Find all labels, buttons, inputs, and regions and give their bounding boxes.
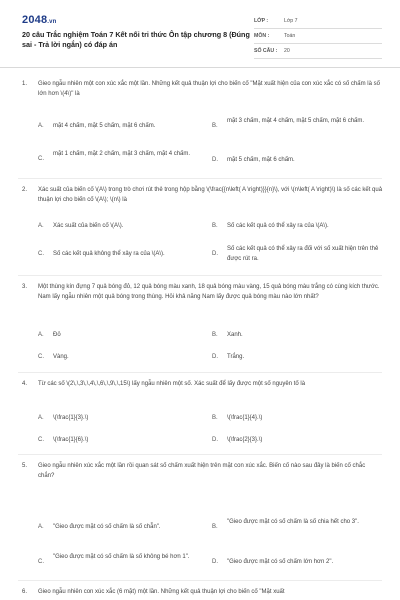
divider [18, 454, 382, 455]
option-letter: B. [212, 123, 218, 129]
option-letter: C. [38, 354, 44, 360]
question-number: 1. [22, 81, 28, 87]
option-letter: C. [38, 251, 44, 257]
option-letter: B. [212, 332, 218, 338]
divider [18, 580, 382, 581]
question-text: Gieo ngẫu nhiên con xúc xắc (6 mặt) một lần. Những kết quả thuận lợi cho biến cố "Mặt xuất [38, 589, 285, 595]
option-text: \(\frac{1}{6}.\) [53, 437, 89, 443]
option-text: Trắng. [227, 354, 245, 360]
logo-suffix: .vn [47, 19, 57, 25]
option-letter: A. [38, 415, 44, 421]
meta-table [254, 14, 382, 59]
option-text: \(\frac{1}{3}.\) [53, 415, 89, 421]
option-text: "Gieo được mặt có số chấm lớn hơn 2". [227, 559, 334, 565]
question-number: 4. [22, 381, 28, 387]
question-text: Từ các số \(2\,\,3\,\,4\,\,6\,\,9\,\,15\) lấy ngẫu nhiên một số. Xác suất để lấy được một số nguyên tố là [38, 381, 306, 387]
meta-value: 20 [284, 48, 290, 54]
option-letter: B. [212, 415, 218, 421]
question-text: Gieo ngẫu nhiên xúc xắc một lần rồi quan sát số chấm xuất hiện trên mặt con xúc xắc. Biến cố nào sau đây là biến cố chắc chắn? [38, 463, 366, 479]
option-letter: A. [38, 332, 44, 338]
site-logo[interactable] [22, 14, 57, 26]
divider [18, 275, 382, 276]
option-letter: D. [212, 437, 218, 443]
meta-row-subject [254, 29, 382, 44]
option-letter: A. [38, 223, 44, 229]
option-letter: C. [38, 437, 44, 443]
option-text: "Gieo được mặt có số chấm là số chẵn". [53, 524, 161, 530]
option-letter: A. [38, 123, 44, 129]
option-text: Số các kết quả có thể xảy ra đối với số xuất hiện trên thẻ được rút ra. [227, 246, 379, 262]
option-letter: C. [38, 156, 44, 162]
option-letter: B. [212, 524, 218, 530]
option-text: mặt 1 chấm, mặt 2 chấm, mặt 3 chấm, mặt 4 chấm. [53, 151, 191, 157]
meta-key: LỚP : [254, 18, 269, 24]
question-text: Gieo ngẫu nhiên một con xúc xắc một lần. Những kết quả thuận lợi cho biến cố "Mặt xuất hiện của con xúc xắc có số chấm là số lớn hơn \(4\)" là [38, 81, 380, 97]
option-text: mặt 3 chấm, mặt 4 chấm, mặt 5 chấm, mặt 6 chấm. [227, 118, 365, 124]
option-letter: C. [38, 559, 44, 565]
logo-text: 2048 [22, 14, 48, 26]
question-number: 3. [22, 284, 28, 290]
option-letter: D. [212, 354, 218, 360]
option-text: mặt 5 chấm, mặt 6 chấm. [227, 157, 295, 163]
option-letter: A. [38, 524, 44, 530]
option-letter: D. [212, 559, 218, 565]
meta-row-count [254, 44, 382, 59]
option-text: \(\frac{1}{4}.\) [227, 415, 263, 421]
option-text: Số các kết quả không thể xảy ra của \(A\). [53, 251, 165, 257]
document-title: 20 câu Trắc nghiệm Toán 7 Kết nối tri thức Ôn tập chương 8 (Đúng sai - Trả lời ngắn) có đáp án [22, 30, 250, 49]
meta-value: Lớp 7 [284, 18, 298, 24]
option-text: Xác suất của biến cố \(A\). [53, 223, 124, 229]
question-number: 6. [22, 589, 28, 595]
option-letter: B. [212, 223, 218, 229]
divider [18, 178, 382, 179]
divider [18, 372, 382, 373]
option-text: Đỏ [53, 332, 61, 338]
meta-value: Toán [284, 33, 296, 39]
option-text: Vàng. [53, 354, 69, 360]
question-text: Một thùng kín đựng 7 quả bóng đỏ, 12 quả bóng màu xanh, 18 quả bóng màu vàng, 15 quả bóng màu trắng có cùng kích thước. Nam lấy ngẫu nhiên một quả bóng trong thùng. Hỏi khả năng Nam lấy được quả bóng màu nào lớn nhất? [38, 284, 380, 300]
question-text: Xác suất của biến cố \(A\) trong trò chơi rút thẻ trong hộp bằng \(\frac{{n\left( A \right)}}{n}\), với \(n\left( A \right)\) là số các kết quả thuận lợi cho biến cố \(A\); \(n\) là [38, 187, 383, 203]
meta-row-class [254, 14, 382, 29]
option-text: \(\frac{2}{3}.\) [227, 437, 263, 443]
option-text: Xanh. [227, 332, 243, 338]
option-text: mặt 4 chấm, mặt 5 chấm, mặt 6 chấm. [53, 123, 156, 129]
document-header [0, 0, 400, 68]
option-letter: D. [212, 157, 218, 163]
option-letter: D. [212, 251, 218, 257]
option-text: "Gieo được mặt có số chấm là số chia hết cho 3". [227, 519, 359, 525]
meta-key: MÔN : [254, 33, 270, 39]
option-text: Số các kết quả có thể xảy ra của \(A\). [227, 223, 329, 229]
question-number: 2. [22, 187, 28, 193]
option-text: "Gieo được mặt có số chấm là số không bé hơn 1". [53, 554, 190, 560]
question-number: 5. [22, 463, 28, 469]
meta-key: SỐ CÂU : [254, 48, 278, 54]
